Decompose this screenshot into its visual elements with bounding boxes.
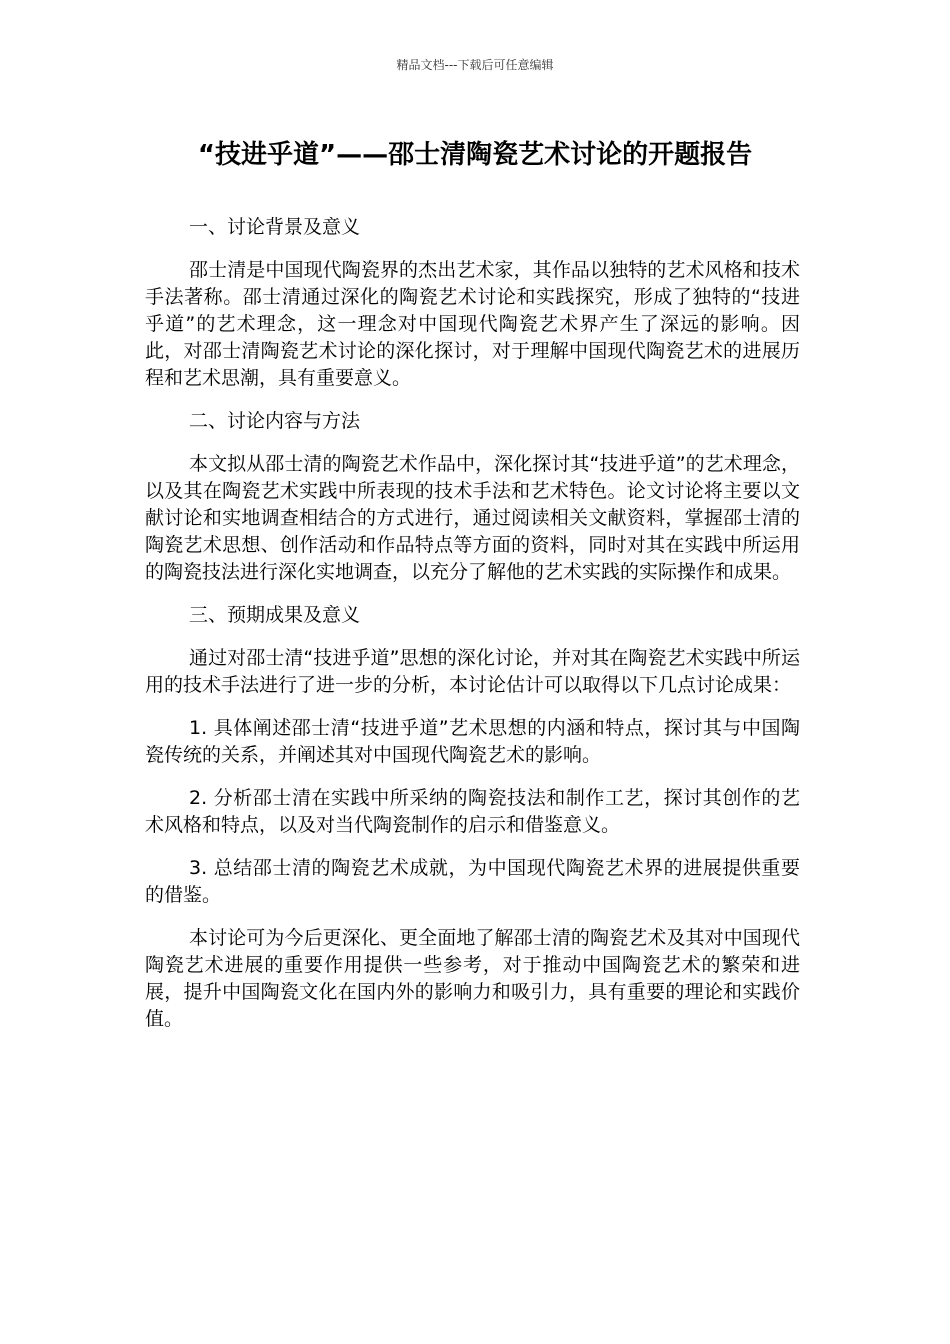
section-heading: 二、讨论内容与方法	[189, 410, 361, 432]
paragraph: 本文拟从邵士清的陶瓷艺术作品中，深化探讨其“技进乎道”的艺术理念，以及其在陶瓷艺术实践中所表现的技术手法和艺术特色。论文讨论将主要以文献讨论和实地调查相结合的方式进行，通过阅读相关文献资料，掌握邵士清的陶瓷艺术思想、创作活动和作品特点等方面的资料，同时对其在实践中所运用的陶瓷技法进行深化实地调查，以充分了解他的艺术实践的实际操作和成果。	[145, 453, 800, 583]
paragraph: 通过对邵士清“技进乎道”思想的深化讨论，并对其在陶瓷艺术实践中所运用的技术手法进行了进一步的分析，本讨论估计可以取得以下几点讨论成果：	[145, 647, 800, 696]
section-expected-results	[145, 602, 800, 1033]
page-header-note: 精品文档---下载后可任意编辑	[396, 58, 554, 72]
section-heading: 三、预期成果及意义	[189, 604, 361, 626]
document-body	[145, 214, 800, 1049]
section-content-method	[145, 408, 800, 586]
section-heading: 一、讨论背景及意义	[189, 216, 361, 238]
closing-paragraph: 本讨论可为今后更深化、更全面地了解邵士清的陶瓷艺术及其对中国现代陶瓷艺术进展的重要作用提供一些参考，对于推动中国陶瓷艺术的繁荣和进展，提升中国陶瓷文化在国内外的影响力和吸引力，具有重要的理论和实践价值。	[145, 927, 800, 1030]
document-title: “技进乎道”——邵士清陶瓷艺术讨论的开题报告	[197, 140, 753, 170]
result-item-3: 3. 总结邵士清的陶瓷艺术成就，为中国现代陶瓷艺术界的进展提供重要的借鉴。	[145, 857, 800, 906]
result-item-1: 1. 具体阐述邵士清“技进乎道”艺术思想的内涵和特点，探讨其与中国陶瓷传统的关系，并阐述其对中国现代陶瓷艺术的影响。	[145, 717, 800, 766]
section-background	[145, 214, 800, 392]
paragraph: 邵士清是中国现代陶瓷界的杰出艺术家，其作品以独特的艺术风格和技术手法著称。邵士清通过深化的陶瓷艺术讨论和实践探究，形成了独特的“技进乎道”的艺术理念，这一理念对中国现代陶瓷艺术界产生了深远的影响。因此，对邵士清陶瓷艺术讨论的深化探讨，对于理解中国现代陶瓷艺术的进展历程和艺术思潮，具有重要意义。	[145, 259, 800, 389]
result-item-2: 2. 分析邵士清在实践中所采纳的陶瓷技法和制作工艺，探讨其创作的艺术风格和特点，以及对当代陶瓷制作的启示和借鉴意义。	[145, 787, 800, 836]
